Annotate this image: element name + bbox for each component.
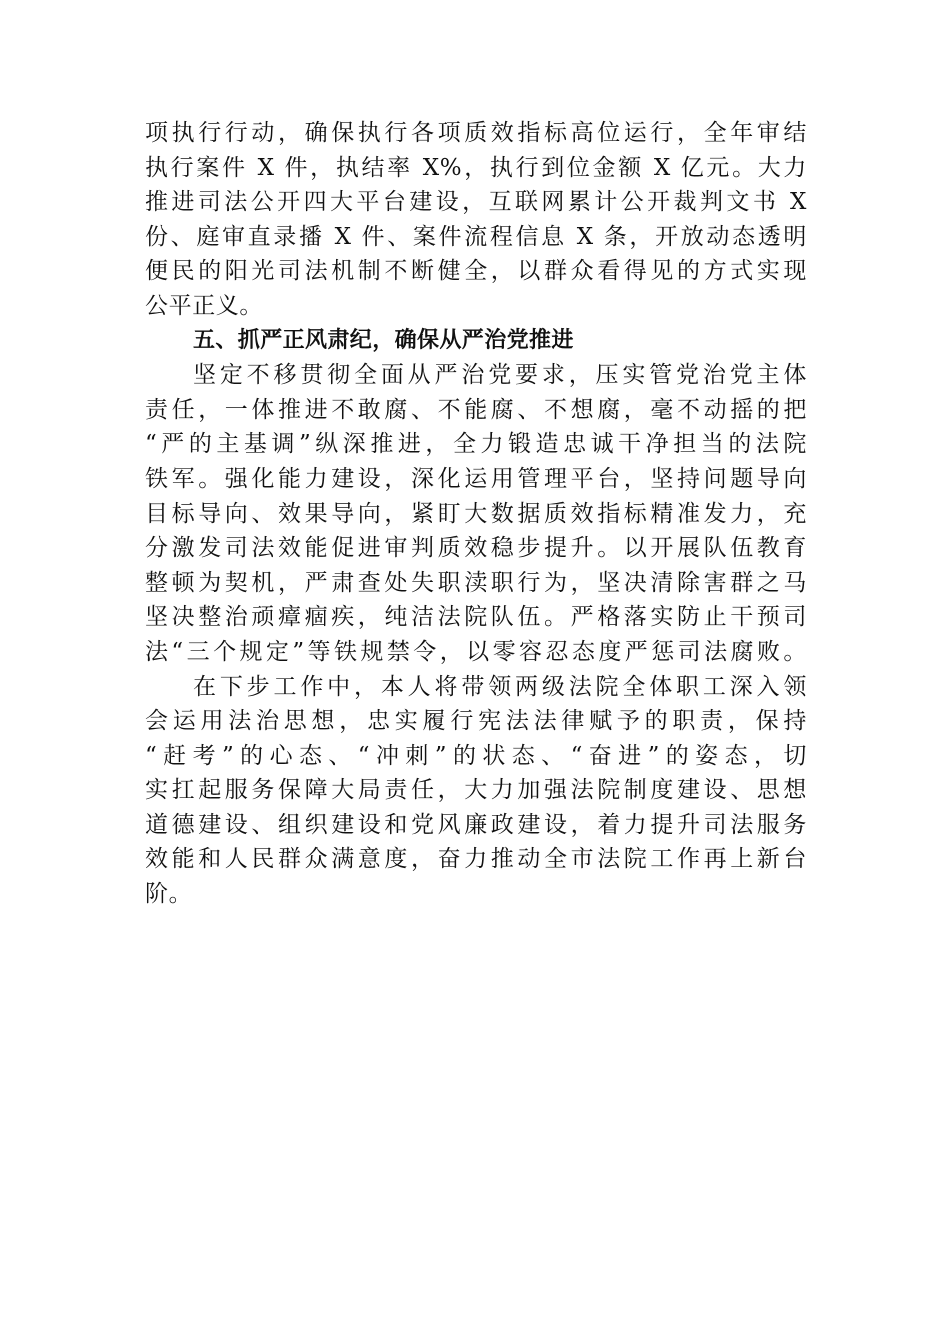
- text-line: “严的主基调”纵深推进，全力锻造忠诚干净担当的法院: [145, 431, 807, 458]
- text-line: 铁军。强化能力建设，深化运用管理平台，坚持问题导向: [145, 465, 807, 492]
- text-line: “赶考”的心态、“冲刺”的状态、“奋进”的姿态，切: [145, 742, 807, 769]
- paragraph-execution: [145, 116, 807, 324]
- paragraph-next-steps: [145, 670, 807, 912]
- text-line: 效能和人民群众满意度，奋力推动全市法院工作再上新台: [145, 846, 807, 873]
- text-line: 会运用法治思想，忠实履行宪法法律赋予的职责，保持: [145, 708, 807, 735]
- text-line: 法“三个规定”等铁规禁令，以零容忍态度严惩司法腐败。: [145, 638, 807, 665]
- text-line: 整顿为契机，严肃查处失职渎职行为，坚决清除害群之马: [145, 569, 807, 596]
- text-line: 份、庭审直录播 X 件、案件流程信息 X 条，开放动态透明: [145, 223, 807, 250]
- paragraph-discipline: [145, 358, 807, 669]
- section-heading-five: 五、抓严正风肃纪，确保从严治党推进: [193, 327, 574, 353]
- text-line: 推进司法公开四大平台建设，互联网累计公开裁判文书 X: [145, 189, 807, 216]
- text-line: 道德建设、组织建设和党风廉政建设，着力提升司法服务: [145, 811, 807, 838]
- text-line: 实扛起服务保障大局责任，大力加强法院制度建设、思想: [145, 777, 807, 804]
- text-line: 分激发司法效能促进审判质效稳步提升。以开展队伍教育: [145, 535, 807, 562]
- document-body: [145, 116, 807, 912]
- text-line: 目标导向、效果导向，紧盯大数据质效指标精准发力，充: [145, 500, 807, 527]
- text-line: 阶。: [145, 881, 193, 908]
- text-line: 坚定不移贯彻全面从严治党要求，压实管党治党主体: [193, 362, 807, 389]
- text-line: 坚决整治顽瘴痼疾，纯洁法院队伍。严格落实防止干预司: [145, 604, 807, 631]
- text-line: 项执行行动，确保执行各项质效指标高位运行，全年审结: [145, 120, 807, 146]
- text-line: 责任，一体推进不敢腐、不能腐、不想腐，毫不动摇的把: [145, 396, 807, 423]
- text-line: 公平正义。: [145, 292, 263, 319]
- text-line: 在下步工作中，本人将带领两级法院全体职工深入领: [193, 673, 807, 700]
- text-line: 便民的阳光司法机制不断健全，以群众看得见的方式实现: [145, 258, 807, 285]
- text-line: 执行案件 X 件，执结率 X%，执行到位金额 X 亿元。大力: [145, 154, 807, 181]
